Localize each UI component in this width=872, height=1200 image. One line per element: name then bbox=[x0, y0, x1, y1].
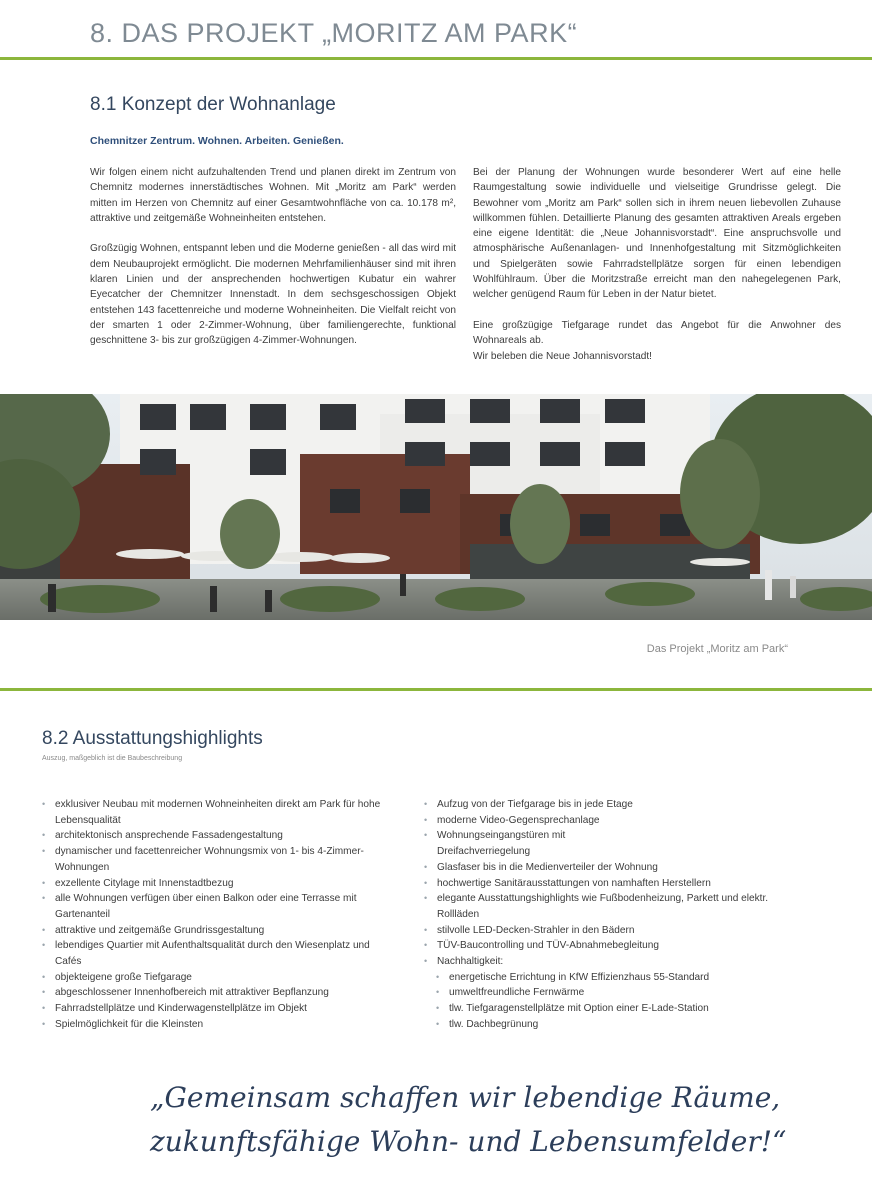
list-item: • stilvolle LED-Decken-Strahler in den Bädern bbox=[424, 923, 804, 939]
section-note: Auszug, maßgeblich ist die Baubeschreibung bbox=[42, 755, 183, 762]
list-item: • Wohnungseingangstüren mit Dreifachverriegelung bbox=[424, 830, 566, 858]
list-item: • objekteigene große Tiefgarage bbox=[42, 970, 382, 986]
paragraph: Bei der Planung der Wohnungen wurde besonderer Wert auf eine helle Raumgestaltung sowie individuelle und vielseitige Grundrisse gelegt. Die Bewohner vom „Moritz am Park“ sollen sich in ihrem neuen liebevollen Zuhause willkommen fühlen. Detaillierte Planung des gesamten attraktiven Areals ergeben eine eigene Identität: die „Neue Johannisvorstadt“. Eine anspruchsvolle und atmosphärische Außenanlagen- und Innenhofgestaltung mit Sitzmöglichkeiten und Spielgeräten sowie Fahrradstellplätze sorgen für einen lebendigen Wohlfühlraum. Über die Moritzstraße erreicht man den nahegelegenen Park, welcher genügend Raum für Leben in der Natur bietet. bbox=[473, 167, 841, 301]
bullet-icon: • bbox=[42, 1018, 46, 1029]
paragraph: Wir folgen einem nicht aufzuhaltenden Trend und planen direkt im Zentrum von Chemnitz modernes innerstädtisches Wohnen. Mit „Moritz am Park“ werden mitten im Herzen von Chemnitz auf einer Gesamtwohnfläche von ca. 10.178 m², attraktive und zeitgemäße Wohneinheiten entstehen. bbox=[90, 167, 456, 224]
list-item: • architektonisch ansprechende Fassadengestaltung bbox=[42, 828, 382, 844]
bullet-icon: • bbox=[424, 830, 428, 841]
page-header bbox=[0, 0, 872, 60]
concept-text-right bbox=[473, 165, 841, 379]
section-divider bbox=[0, 688, 872, 691]
bullet-icon: • bbox=[424, 956, 428, 967]
bullet-icon: • bbox=[424, 861, 428, 872]
bullet-icon: • bbox=[424, 924, 428, 935]
bullet-icon: • bbox=[42, 846, 46, 857]
bullet-icon: • bbox=[424, 893, 428, 904]
section-title-concept: 8.1 Konzept der Wohnanlage bbox=[90, 94, 336, 115]
bullet-icon: • bbox=[424, 940, 428, 951]
bullet-icon: • bbox=[424, 877, 428, 888]
sub-list-item: • umweltfreundliche Fernwärme bbox=[424, 985, 804, 1001]
list-item: • alle Wohnungen verfügen über einen Balkon oder eine Terrasse mit Gartenanteil bbox=[42, 893, 357, 920]
bullet-icon: • bbox=[42, 830, 46, 841]
list-item: • attraktive und zeitgemäße Grundrissgestaltung bbox=[42, 923, 382, 939]
list-item: • exklusiver Neubau mit modernen Wohneinheiten direkt am Park für hohe Lebensqualität bbox=[42, 799, 381, 826]
list-item: • Aufzug von der Tiefgarage bis in jede Etage bbox=[424, 797, 804, 813]
paragraph: Großzügig Wohnen, entspannt leben und die Moderne genießen - all das wird mit dem Neubauprojekt ermöglicht. Die modernen Mehrfamilienhäuser sind mit ihren klaren Linien und der ansprechenden hochwertigen Kubatur ein wahrer Eyecatcher der Chemnitzer Innenstadt. In dem sechsgeschossigen Objekt entstehen 143 facettenreiche und moderne Wohneinheiten. Die Vielfalt reicht von der smarten 1 oder 2-Zimmer-Wohnung, über familiengerechte, funktional geschnittene 3- bis zur großzügigen 4-Zimmer-Wohnungen. bbox=[90, 243, 456, 347]
bullet-icon: • bbox=[42, 799, 46, 809]
list-item: • TÜV-Baucontrolling und TÜV-Abnahmebegleitung bbox=[424, 938, 804, 954]
list-item: • Fahrradstellplätze und Kinderwagenstellplätze im Objekt bbox=[42, 1001, 382, 1017]
header-divider bbox=[0, 57, 872, 60]
bullet-icon: • bbox=[42, 924, 46, 935]
section-title-highlights: 8.2 Ausstattungshighlights bbox=[42, 728, 263, 749]
list-item: • elegante Ausstattungshighlights wie Fußbodenheizung, Parkett und elektr. Rollläden bbox=[424, 893, 769, 920]
bullet-icon: • bbox=[424, 814, 428, 825]
quote-line: „Gemeinsam schaffen wir lebendige Räume, bbox=[150, 1081, 781, 1114]
bullet-icon: • bbox=[42, 1003, 46, 1014]
section-subtitle: Chemnitzer Zentrum. Wohnen. Arbeiten. Genießen. bbox=[90, 135, 344, 147]
bullet-icon: • bbox=[42, 987, 46, 998]
paragraph: Wir beleben die Neue Johannisvorstadt! bbox=[473, 350, 652, 362]
chapter-title: 8. DAS PROJEKT „MORITZ AM PARK“ bbox=[90, 18, 578, 48]
bullet-icon: • bbox=[424, 799, 428, 809]
image-caption: Das Projekt „Moritz am Park“ bbox=[646, 643, 788, 655]
list-item: • Nachhaltigkeit: bbox=[424, 954, 804, 970]
list-item: • abgeschlossener Innenhofbereich mit attraktiver Bepflanzung bbox=[42, 985, 382, 1001]
list-item: • exzellente Citylage mit Innenstadtbezug bbox=[42, 876, 382, 892]
list-item: • dynamischer und facettenreicher Wohnungsmix von 1- bis 4-Zimmer-Wohnungen bbox=[42, 846, 364, 873]
quote-line: zukunftsfähige Wohn- und Lebensumfelder!“ bbox=[150, 1125, 787, 1158]
project-rendering-image bbox=[0, 394, 872, 620]
bullet-icon: • bbox=[436, 1003, 440, 1014]
concept-text-left bbox=[90, 165, 456, 364]
bullet-icon: • bbox=[42, 893, 46, 904]
bullet-icon: • bbox=[42, 971, 46, 982]
paragraph: Eine großzügige Tiefgarage rundet das Angebot für die Anwohner des Wohnareals ab. bbox=[473, 319, 841, 347]
list-item: • lebendiges Quartier mit Aufenthaltsqualität durch den Wiesenplatz und Cafés bbox=[42, 940, 370, 968]
list-item: • Glasfaser bis in die Medienverteiler der Wohnung bbox=[424, 860, 804, 876]
bullet-icon: • bbox=[42, 877, 46, 888]
list-item: • hochwertige Sanitärausstattungen von namhaften Herstellern bbox=[424, 876, 804, 892]
bullet-icon: • bbox=[436, 971, 440, 982]
bullet-icon: • bbox=[436, 1018, 440, 1029]
list-item: • moderne Video-Gegensprechanlage bbox=[424, 813, 804, 829]
sub-list-item: • energetische Errichtung in KfW Effizienzhaus 55-Standard bbox=[424, 970, 804, 986]
sub-list-item: • tlw. Tiefgaragenstellplätze mit Option einer E-Lade-Station bbox=[424, 1001, 804, 1017]
bullet-icon: • bbox=[436, 987, 440, 998]
highlights-list-left bbox=[42, 797, 382, 1033]
highlights-list-right bbox=[424, 797, 804, 1033]
list-item: • Spielmöglichkeit für die Kleinsten bbox=[42, 1017, 382, 1033]
bullet-icon: • bbox=[42, 940, 46, 951]
closing-quote bbox=[150, 1076, 786, 1164]
sub-list-item: • tlw. Dachbegrünung bbox=[424, 1017, 804, 1033]
